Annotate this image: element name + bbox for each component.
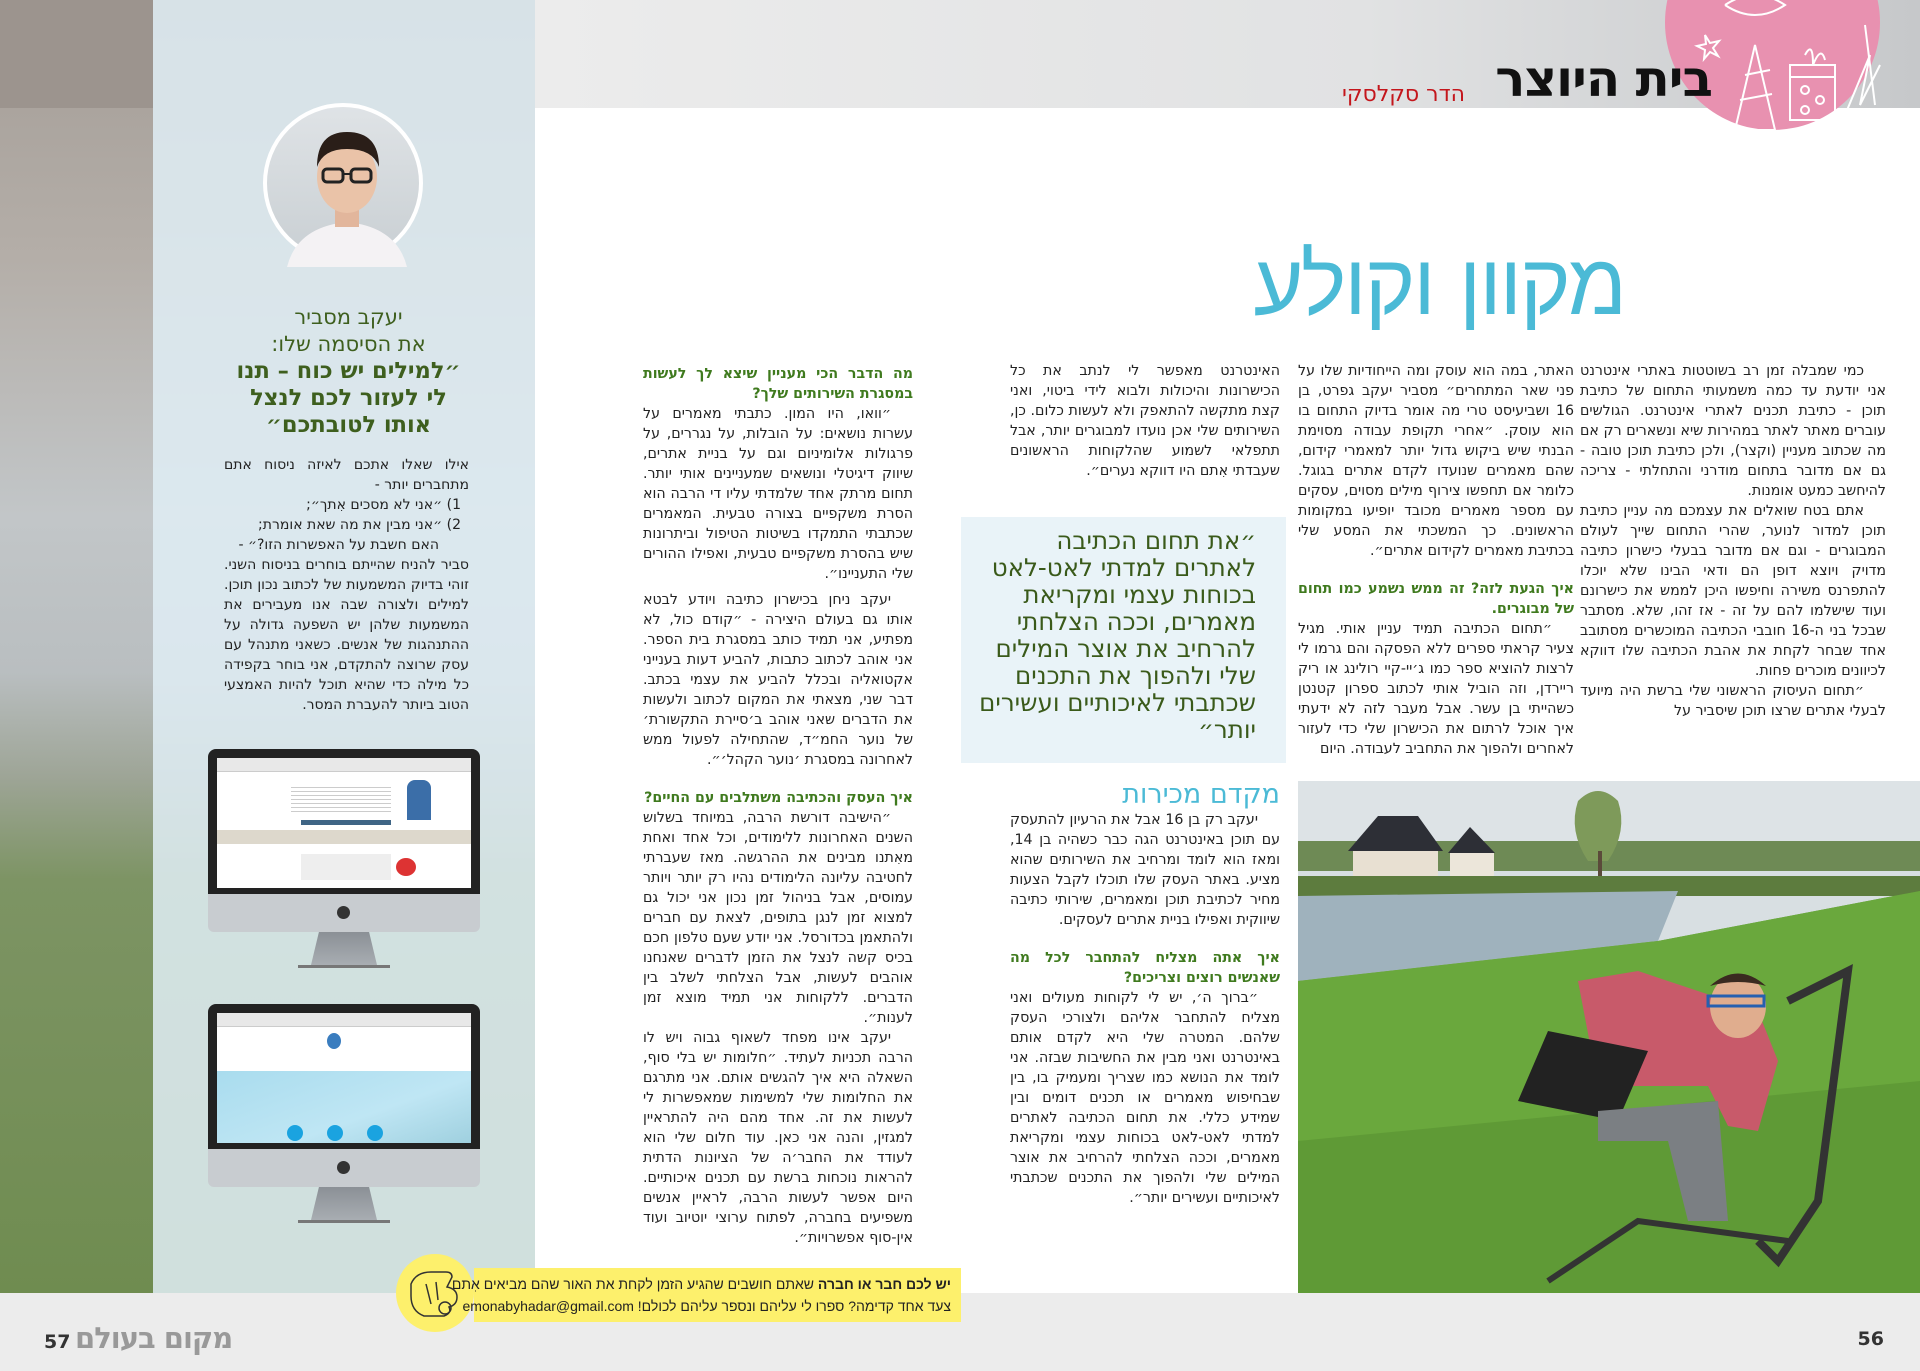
- article-column-2: [1298, 361, 1574, 767]
- article-column-3-top: [1010, 361, 1280, 479]
- paragraph: יעקב אינו מפחד לשאוף גבוה ויש לו הרבה תכניות לעתיד. ״חלומות יש בלי סוף, השאלה היא איך להגשים אותם. אני מתרגם את החלומות שלי למשימות שמאפשרות לי לעשות את זה. אחד מהם היה להתראיין למגזין, והנה אני כאן. עוד חלום שלי הוא לעודד את החבר׳ה של הציונות הדתית להראות נוכחות ברשת עם תכנים איכותיים. היום אפשר לעשות הרבה, לראיין אנשים משפיעים בחברה, לפתוח ערוצי יוטיוב ועוד אין-סוף אפשרויות״.: [643, 1030, 913, 1246]
- sidebar-text: [224, 455, 469, 725]
- call-to-action-banner: [451, 1268, 961, 1322]
- paragraph: האינטרנט מאפשר לי לנתב את כל הכישרונות והיכולות ולבוא לידי ביטוי, ואני קצת מתקשה להתאפק ולא לעשות כלום. כן, השירותים שלי אכן נועדו למבוגרים יותר, אבל תתפלאי לשמוע שהלקוחות הראשונים שעבדתי אִתם היו דווקא נערים״.: [1010, 363, 1280, 479]
- motto-intro: יעקב מסביר: [294, 305, 403, 329]
- article-headline: מקוון וקולע: [1253, 235, 1625, 335]
- website-screenshot-monitor: [208, 749, 480, 968]
- website-screenshot-monitor: [208, 1004, 480, 1223]
- motto-intro: את הסיסמה שלו:: [271, 332, 426, 356]
- paragraph: סביר להניח שהייתם בוחרים בניסוח השני. זוהי בדיוק המשמעות של לכתוב נכון תוכן. למילים ולצורה שבה אנו מעבירים את המשמעות שלהן יש השפעה גדולה על ההתנהגות של אנשים. כשאני מתנהל עם עסק שרוצה להתקדם, אני בוחר בקפידה כל מילה כדי שהיא תוכל להיות האמצעי הטוב ביותר להעברת המסר.: [224, 557, 469, 713]
- pull-quote: ״את תחום הכתיבה לאתרים למדתי לאט-לאט בכוחות עצמי ומקריאת מאמרים, וככה הצלחתי להרחיב את אוצר המילים שלי ולהפוך את התכנים שכתבתי לאיכותיים ועשירים יותר״: [961, 517, 1286, 763]
- article-column-1: [1580, 361, 1886, 767]
- interview-question: איך הגעת לזה? זה ממש נשמע כמו תחום של מבוגרים.: [1298, 581, 1574, 617]
- paragraph: יעקב רק בן 16 אבל את הרעיון להתעסק עם תוכן באינטרנט הגה כבר כשהיה בן 14, ומאז הוא לומד ומרחיב את השירותים שהוא מציע. באתר העסק שלו תוכלו לקבל הצעות מחיר לכתיבת תוכן ומאמרים, שירותי כתיבה שיווקית ואפילו בניית אתרים לעסקים.: [1010, 812, 1280, 928]
- paragraph: ״תחום הכתיבה תמיד עניין אותי. מגיל צעיר קראתי ספרים ללא הפסקה והם גרמו לי לרצות להוציא ספר כמו ג׳יי-קיי רולינג או ריק ריירדן, וזה הוביל אותי לכתוב ספרון קטנטן כשהייתי בן עשר. אבל מעבר לזה לא ידעתי איך אוכל לרתום את הכישרון שלי כדי לעזור לאחרים ולהפוך את התחביב לעבודה. היום: [1298, 621, 1574, 757]
- banner-text: צעד אחד קדימה? ספרו לי עליהם ונספר עליהם לכולם!: [637, 1298, 951, 1314]
- page-number-left: 57: [44, 1331, 71, 1353]
- interview-question: איך אתה מצליח להתחבר לכל מה שאנשים רוצים וצריכים?: [1010, 950, 1280, 986]
- magazine-logo: מקום בעולם: [75, 1321, 233, 1355]
- paragraph: ״הישיבה דורשת הרבה, במיוחד בשלוש השנים האחרונות ללימודים, וכל אחד ואחת מאִתנו מבינים את ההרגשה. מאז שעברתי לחטיבה עליונה הלימודים נהיו רק יותר ויותר עמוסים, אבל בניהול זמן נכון אני יכול גם למצוא זמן לנגן בתופים, לצאת עם חברים ולהתאמן בכדורסל. אני יודע שעם טלפון חכם בכיס קשה לנצל את הזמן לדברים שאנחנו אוהבים לעשות, אבל הצלחתי לשלב בין הדברים. ללקוחות אני תמיד מוצא זמן לענות״.: [643, 810, 913, 1026]
- paragraph: כמי שמבלה זמן רב בשוטטות באתרי אינטרנט אני יודעת עד כמה משמעותי התחום של כתיבת תוכן - כתיבת תכנים לאתרי אינטרנט. הגולשים עוברים מאתר לאתר במהירות שיא ונשארים רק אם מה שכתוב מעניין (וקצר), ולכן כתיבת תוכן טובה - גם אם מדובר בתחום מודרני והתחלתי - צריכה להיחשב כמעט אומנות.: [1580, 363, 1886, 499]
- list-item: 1) ״אני לא מסכים אִתך״;: [306, 497, 461, 513]
- sidebar-motto: [226, 304, 471, 439]
- paragraph: יעקב ניחן בכישרון כתיבה ויודע לבטא אותו גם בעולם היצירה - ״קודם כול, לא מפתיע, אני תמיד כותב במסגרת בית הספר. אני אוהב לכתוב כתבות, להביע דעות בענייני אקטואליה ובכלל להביע את עצמי בכתב. דבר שני, מצאתי את המקום לכתוב ולעשות את הדברים שאני אוהב ב׳סיירת התקשורת׳ של נוער החמ״ד, שהתחילה לפעול ממש לאחרונה במסגרת ׳נוער הקהל׳״.: [643, 592, 913, 768]
- interview-question: מה הדבר הכי מעניין שיצא לך לעשות במסגרת השירותים שלך?: [643, 366, 913, 402]
- article-column-4: [643, 364, 913, 1246]
- paragraph: האתר, במה הוא עוסק ומה הייחודיות שלו על פני שאר המתחרים״ מסביר יעקב גפרט, בן 16 ושביעיסט טרי מה אומר בדיוק התחום בו הוא עוסק. ״אחרי תקופת עבודה מסוימת הבנתי שיש ביקוש גדול יותר למאמרי קידום, שהם מאמרים שנועדו לקדם אתרים בגוגל. כלומר אם תחפשו צירוף מילים מסוים, עסקים עם מספר מאמרים מכובד יופיעו במקומות הראשונים. כך המשכתי את המסע שלי בכתיבת מאמרים לקידום אתרים״.: [1298, 363, 1574, 559]
- motto-quote: ״למילים יש כוח – תנו לי לעזור לכם לנצל אותו לטובתכם״: [236, 358, 461, 438]
- paragraph: אילו שאלו אתכם לאיזה ניסוח אתם מתחברים יותר -: [224, 457, 469, 493]
- paragraph: ״תחום העיסוק הראשוני שלי ברשת היה מיועד לבעלי אתרים שרצו תוכן שיסביר על: [1580, 683, 1886, 719]
- paragraph: ״וואו, היו המון. כתבתי מאמרים על עשרות נושאים: על הובלות, על נגררים, על פרגולות אלומיניום וגם על בניית אתרים, שיווק דיגיטלי ונושאים שמעניינים אותי יותר. תחום מרתק אחד שלמדתי עליו די הרבה הוא הסרת משקפיים בצורה טבעית. המאמרים שכתבתי התמקדו בשיטות הטיפול וביתרונות שיש בהסרת משקפיים טבעית, ואפילו ההורים שלי התעניינו״.: [643, 406, 913, 582]
- section-subheading: מקדם מכירות: [1122, 779, 1280, 810]
- email-link[interactable]: emonabyhadar@gmail.com: [462, 1298, 634, 1314]
- article-column-3: [1010, 810, 1280, 1206]
- paragraph: ״ברוך ה׳, יש לי לקוחות מעולים ואני מצליח להתחבר אליהם ולצורכי העסק שלהם. המטרה שלי היא לקדם אותם באינטרנט ואני מבין את החשיבות שבזה. אני לומד את הנושא כמו שצריך ומעמיק בו, בין שבחיפוש מאמרים או תכנים דומים ובין שמידע כללי. את תחום הכתיבה לאתרים למדתי לאט-לאט בכוחות עצמי ומקריאת מאמרים, וככה הצלחתי להרחיב את אוצר המילים שלי ולהפוך את התכנים שכתבתי לאיכותיים ועשירים יותר״.: [1010, 990, 1280, 1206]
- page-number-right: 56: [1857, 1328, 1884, 1350]
- banner-text: שאתם חושבים שהגיע הזמן לקחת את האור שהם מביאים אִתם: [451, 1276, 818, 1292]
- series-title: בית היוצר: [1495, 50, 1712, 108]
- article-photo: [1298, 781, 1920, 1293]
- avatar: [263, 103, 423, 263]
- paragraph: אתם בטח שואלים את עצמכם מה עניין כתיבת תוכן למדור לנוער, שהרי התחום שייך לעולם המבוגרים - וגם אם מדובר בבעלי כישרון כתיבה מדויק ויוצא דופן הם ודאי הבינו שלא יוכלו להתפרנס משירה וחיפשו היכן לממש את כישרונם ועוד שישלמו להם על זה - אז זהו, שלא. מסתבר שבכל בני ה-16 חובבי הכתיבה המוכשרים מסתובב אחד שבחר לקחת את אהבת הכתיבה שלו דווקא לכיוונים מוכרים פחות.: [1580, 503, 1886, 679]
- author-byline: הדר סקלסקי: [1342, 82, 1465, 107]
- banner-bold: יש לכם חבר או חברה: [817, 1276, 951, 1292]
- interview-question: איך העסק והכתיבה משתלבים עם החיים?: [644, 790, 913, 806]
- list-item: האם חשבת על האפשרות הזו?״ -: [238, 537, 439, 553]
- background-wall: [0, 0, 153, 108]
- list-item: 2) ״אני מבין את מה שאת אומרת;: [258, 517, 461, 533]
